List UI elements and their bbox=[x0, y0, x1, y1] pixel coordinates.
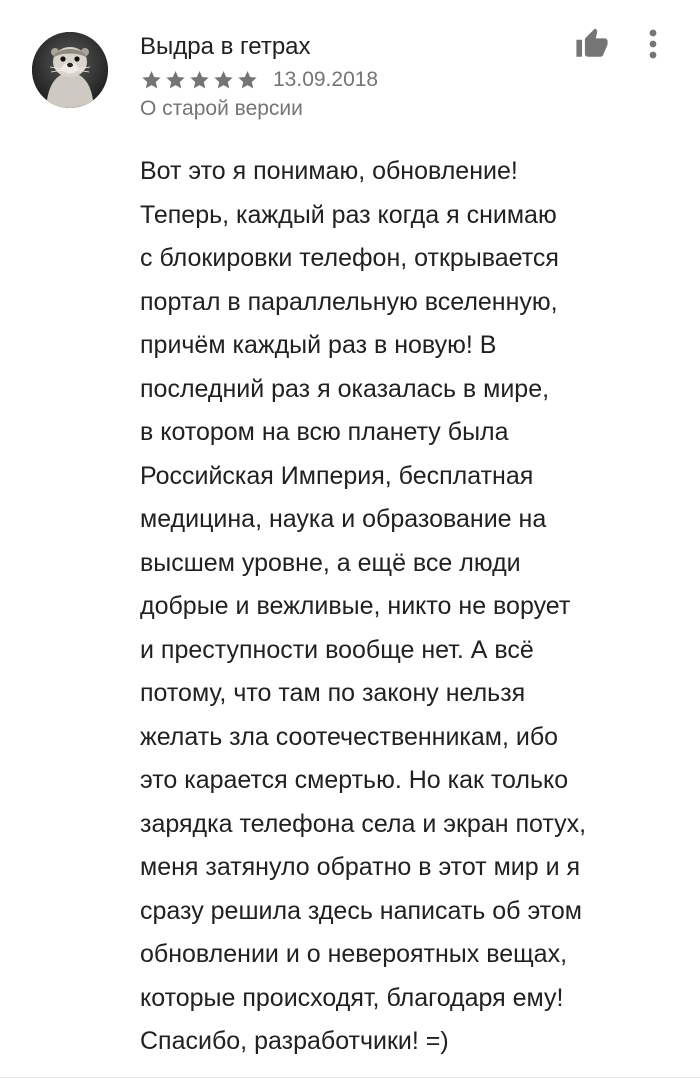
review-line: последний раз я оказалась в мире, bbox=[140, 374, 550, 403]
review-line: желать зла соотечественникам, ибо bbox=[140, 722, 559, 751]
review-line: в котором на всю планету была bbox=[140, 418, 509, 446]
review-line: медицина, наука и образование на bbox=[140, 505, 547, 533]
review-line: потому, что там по закону нельзя bbox=[140, 679, 526, 707]
thumbs-up-icon bbox=[574, 27, 610, 61]
review-line: это карается смертью. Но как только bbox=[140, 766, 569, 794]
more-options-button[interactable] bbox=[636, 22, 670, 66]
review-line: Теперь, каждый раз когда я снимаю bbox=[140, 200, 557, 229]
review-line: Российская Империя, бесплатная bbox=[140, 461, 534, 490]
review-line: которые происходят, благодаря ему! bbox=[140, 983, 564, 1012]
star-icon bbox=[236, 69, 259, 91]
review-line: сразу решила здесь написать об этом bbox=[140, 896, 582, 925]
review-line: и преступности вообще нет. А всё bbox=[140, 635, 534, 664]
otter-avatar-icon bbox=[32, 32, 108, 108]
star-rating bbox=[140, 69, 260, 91]
review-line: причём каждый раз в новую! В bbox=[140, 331, 497, 359]
divider bbox=[0, 1077, 700, 1078]
user-avatar[interactable] bbox=[32, 32, 108, 108]
review-line: с блокировки телефон, открывается bbox=[140, 244, 559, 272]
rating-row bbox=[140, 66, 378, 94]
review-line: портал в параллельную вселенную, bbox=[140, 287, 558, 316]
review-date: 13.09.2018 bbox=[273, 68, 379, 91]
review-line: меня затянуло обратно в этот мир и я bbox=[140, 853, 581, 881]
review-line: добрые и вежливые, никто не ворует bbox=[140, 592, 571, 620]
author-name: Выдра в гетрах bbox=[140, 33, 311, 60]
review-line: обновлении и о невероятных вещах, bbox=[140, 940, 568, 968]
star-icon bbox=[188, 69, 211, 91]
star-icon bbox=[212, 69, 235, 91]
star-icon bbox=[164, 69, 187, 91]
review-line: Спасибо, разработчики! =) bbox=[140, 1027, 449, 1055]
version-note: О старой версии bbox=[140, 97, 303, 120]
review-body bbox=[140, 150, 680, 1064]
review-line: зарядка телефона села и экран потух, bbox=[140, 809, 587, 838]
more-vert-icon bbox=[648, 28, 658, 60]
review-line: высшем уровне, а ещё все люди bbox=[140, 548, 521, 577]
star-icon bbox=[140, 69, 163, 91]
review-line: Вот это я понимаю, обновление! bbox=[140, 157, 518, 185]
helpful-button[interactable] bbox=[570, 24, 614, 64]
